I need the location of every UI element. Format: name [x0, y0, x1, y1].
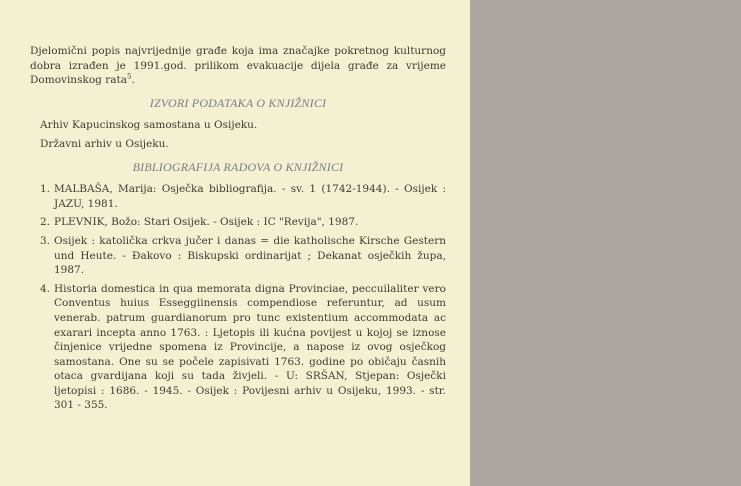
source-item: Arhiv Kapucinskog samostana u Osijeku.	[40, 119, 258, 132]
item-text: PLEVNIK, Božo: Stari Osijek. - Osijek : IC "Revija", 1987.	[54, 216, 359, 229]
item-text: Osijek : katolička crkva jučer i danas = die katholische Kirsche Gestern und Heute. - Đakovo : Biskupski ordinarijat ; Dekanat osječkih župa, 1987.	[54, 234, 446, 277]
bibliography-item	[42, 234, 446, 278]
item-text: Historia domestica in qua memorata digna Provinciae, peccuilaliter vero Conventus huius Esseggiinensis compendiose referuntur, ad usum venerab. patrum guardianorum pro tunc existentium accommodata ac exarari incepta anno 1763. : Ljetopis ili kućna povijest u kojoj se iznose činjenice vrijedne spomena iz Provincije, a napose iz ovog osječkog samostana. One su se počele zapisivati 1763. godine po običaju časnih otaca gvardijana koji su tada živjeli. - U: SRŠAN, Stjepan: Osječki ljetopisi : 1686. - 1945. - Osijek : Povijesni arhiv u Osijeku, 1993. - str. 301 - 355.	[54, 282, 446, 412]
intro-paragraph	[30, 44, 446, 88]
intro-end: .	[131, 74, 135, 87]
bibliography-list	[30, 182, 446, 413]
item-number: 3.	[40, 234, 51, 247]
item-number: 4.	[40, 282, 51, 295]
item-number: 2.	[40, 216, 51, 229]
footnote-marker: 5	[126, 72, 132, 81]
source-item: Državni arhiv u Osijeku.	[40, 137, 169, 150]
bibliography-item	[42, 182, 446, 211]
item-text: MALBAŠA, Marija: Osječka bibliografija. - sv. 1 (1742-1944). - Osijek : JAZU, 1981.	[54, 183, 446, 210]
intro-text: Djelomični popis najvrijednije građe koja ima značajke pokretnog kulturnog dobra izrađen je 1991.god. prilikom evakuacije dijela građe za vrijeme Domovinskog rata	[30, 45, 446, 87]
bibliography-heading: BIBLIOGRAFIJA RADOVA O KNJIŽNICI	[132, 159, 344, 174]
adjacent-page-edge	[470, 0, 741, 486]
page-content	[30, 44, 446, 417]
bibliography-item	[42, 215, 446, 230]
item-number: 1.	[40, 183, 51, 196]
sources-list	[30, 118, 446, 151]
sources-heading: IZVORI PODATAKA O KNJIŽNICI	[149, 95, 327, 110]
bibliography-item	[42, 282, 446, 413]
